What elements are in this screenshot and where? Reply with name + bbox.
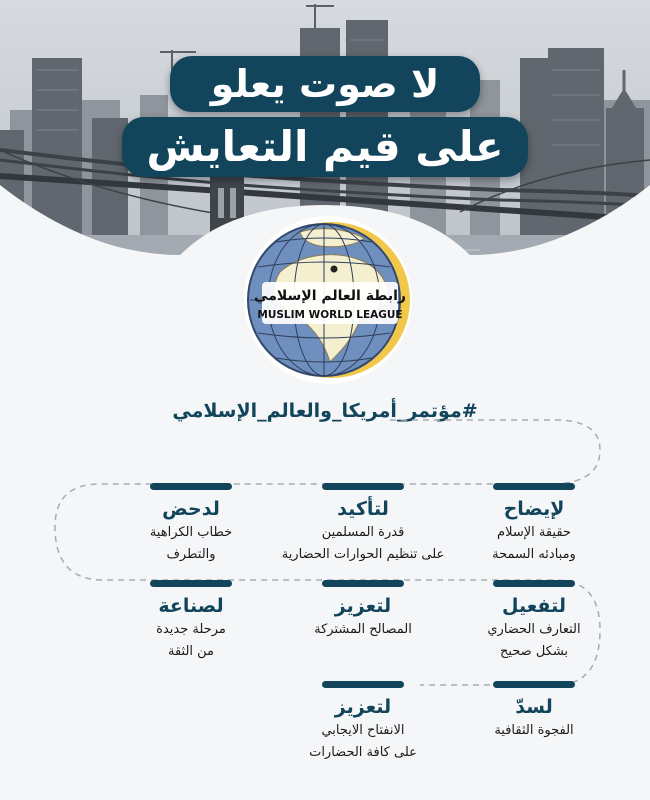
item-desc-line: حقيقة الإسلام (497, 525, 571, 540)
item-desc-line: مرحلة جديدة (156, 622, 226, 637)
item-title: لدحض (162, 498, 220, 520)
hashtag: #مؤتمر_أمريكا_والعالم_الإسلامي (172, 400, 478, 422)
item-title: لتعزيز (334, 595, 392, 617)
item-desc-line: والتطرف (166, 547, 216, 562)
muslim-world-league-logo (240, 212, 416, 388)
item-desc-line: من الثقة (167, 644, 215, 659)
item-bar (150, 580, 232, 587)
item-desc-line: ومبادئه السمحة (492, 547, 576, 562)
item-desc-line: بشكل صحيح (499, 644, 569, 659)
item-title: لتفعيل (501, 595, 566, 617)
item-desc-line: الانفتاح الايجابي (321, 723, 405, 738)
item-desc-line: خطاب الكراهية (149, 525, 233, 540)
item-bar (322, 483, 404, 490)
title-line-1: لا صوت يعلو (170, 56, 480, 112)
item-activate (439, 580, 629, 663)
item-bar (322, 580, 404, 587)
title-line-2: على قيم التعايش (122, 117, 528, 177)
item-desc-line: الفجوة الثقافية (494, 723, 574, 738)
item-strengthen-openness (268, 681, 458, 764)
item-clarify (439, 483, 629, 566)
item-desc-line: قدرة المسلمين (321, 525, 405, 540)
logo-name-arabic: رابطة العالم الإسلامي (254, 288, 406, 304)
item-strengthen-interests (268, 580, 458, 641)
item-bar (322, 681, 404, 688)
item-bar (493, 483, 575, 490)
item-bridge-gap (439, 681, 629, 742)
item-title: لسدّ (515, 696, 553, 718)
item-desc-line: على كافة الحضارات (309, 745, 417, 760)
item-title: لتأكيد (337, 498, 389, 520)
item-desc-line: على تنظيم الحوارات الحضارية (281, 547, 445, 562)
item-affirm (268, 483, 458, 566)
item-desc-line: المصالح المشتركة (314, 622, 412, 637)
item-build (96, 580, 286, 663)
item-desc-line: التعارف الحضاري (487, 622, 581, 637)
item-bar (150, 483, 232, 490)
item-title: لتعزيز (334, 696, 392, 718)
item-title: لإيضاح (503, 498, 565, 520)
item-bar (493, 580, 575, 587)
item-bar (493, 681, 575, 688)
logo-name-english: MUSLIM WORLD LEAGUE (257, 309, 403, 321)
item-title: لصناعة (158, 595, 224, 617)
item-refute (96, 483, 286, 566)
